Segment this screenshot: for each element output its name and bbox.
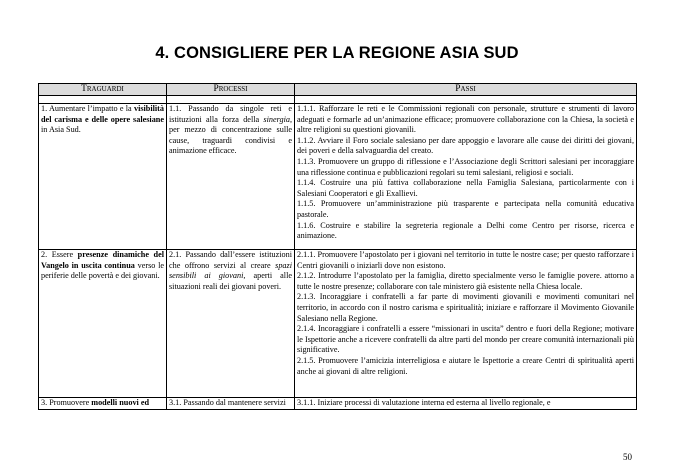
traguardo-text: in Asia Sud. [41, 125, 81, 135]
passo-item: 2.1.4. Incoraggiare i confratelli a essere “missionari in uscita” dentro e fuori della Regione; motivare le Ispettorie anche a ricevere confratelli da altre parti del mondo per creare comunità internazionali più significative. [297, 324, 634, 355]
processo-cell [167, 250, 295, 398]
spacer-row [39, 96, 637, 104]
table-row [39, 398, 637, 410]
page-title: 4. CONSIGLIERE PER LA REGIONE ASIA SUD [155, 44, 519, 62]
traguardo-text: 2. Essere [41, 250, 78, 259]
traguardo-text: 1. Aumentare l’impatto e la [41, 104, 134, 113]
processo-emphasis: sinergia [263, 114, 290, 124]
passo-item: 2.1.1. Promuovere l’apostolato per i giovani nel territorio in tutte le nostre case; per questo rafforzare i Centri giovanili o iniziarli dove non esistono. [297, 250, 634, 270]
header-traguardi: Traguardi [39, 84, 167, 96]
passo-item: 1.1.1. Rafforzare le reti e le Commissioni regionali con personale, strutture e strumenti di lavoro adeguati e formarle ad un’animazione efficace; promuovere collaborazione con la Chiesa, la società e altre religioni su questioni giovanili. [297, 104, 634, 135]
traguardo-cell [39, 398, 167, 410]
processo-text: , aperti alle situazioni reali dei giovani poveri. [169, 271, 292, 291]
passi-cell [295, 398, 637, 410]
passo-item: 1.1.3. Promuovere un gruppo di riflessione e l’Associazione degli Scrittori salesiani per incoraggiare una riflessione continua e pubblicazioni regolari su temi salesiani, religiosi e sociali. [297, 156, 634, 177]
passo-item: 2.1.2. Introdurre l’apostolato per la famiglia, diretto specialmente verso le famiglie povere. attorno a tutte le nostre presenze; collaborare con tale ministero già esistente nella Chiesa locale. [297, 271, 634, 291]
header-processi: Processi [167, 84, 295, 96]
processo-emphasis: spazi sensibili ai giovani [169, 260, 292, 281]
traguardo-cell [39, 250, 167, 398]
table-row [39, 104, 637, 250]
processo-text: 1.1. Passando da singole reti e istituzioni alla forza della [169, 104, 292, 124]
traguardo-text: 3. Promuovere [41, 398, 92, 407]
passo-item: 1.1.6. Costruire e stabilire la segreteria regionale a Delhi come Centro per risorse, ricerca e animazione. [297, 220, 634, 241]
passo-item: 2.1.3. Incoraggiare i confratelli a far parte di movimenti giovanili e movimenti comunitari nel territorio, in accordo con il nostro carisma e spiritualità; iniziare e rafforzare il Movimento Giovanile Salesiano nella Regione. [297, 292, 634, 323]
passo-item: 1.1.2. Avviare il Foro sociale salesiano per dare appoggio e lavorare alle cause dei diritti dei giovani, dei poveri e della salvaguardia del creato. [297, 135, 634, 156]
passo-item: 2.1.5. Promuovere l’amicizia interreligiosa e aiutare le Ispettorie a creare Centri di spiritualità aperti anche ai giovani di altre religioni. [297, 355, 634, 376]
processo-text: 3.1. Passando dal mantenere servizi [169, 398, 286, 407]
passo-item: 1.1.5. Promuovere un’amministrazione più trasparente e partecipata nella comunità educativa pastorale. [297, 199, 634, 219]
passo-item: 3.1.1. Iniziare processi di valutazione interna ed esterna al livello regionale, e [297, 398, 551, 407]
passi-cell [295, 104, 637, 250]
table-row [39, 250, 637, 398]
processo-text: 2.1. Passando dall’essere istituzioni che offrono servizi al creare [169, 250, 292, 270]
page-number: 50 [623, 452, 632, 462]
passi-cell [295, 250, 637, 398]
traguardo-bold: visibilità del carisma e delle opere salesiane [41, 104, 164, 124]
processo-cell [167, 398, 295, 410]
table-header-row [39, 84, 637, 96]
traguardo-bold: modelli nuovi ed [91, 398, 150, 407]
traguardo-cell [39, 104, 167, 250]
processo-text: , per mezzo di concentrazione sulle cause, traguardi condivisi e animazione efficace. [169, 114, 292, 156]
processo-cell [167, 104, 295, 250]
goals-table [38, 83, 637, 410]
passo-item: 1.1.4. Costruire una più fattiva collaborazione nella Famiglia Salesiana, particolarmente con i Salesiani Cooperatori e gli Exallievi. [297, 178, 634, 198]
traguardo-bold: presenze dinamiche del Vangelo in uscita continua [41, 250, 164, 270]
traguardo-text: verso le periferie delle povertà e dei giovani. [41, 260, 164, 281]
header-passi: Passi [295, 84, 637, 96]
